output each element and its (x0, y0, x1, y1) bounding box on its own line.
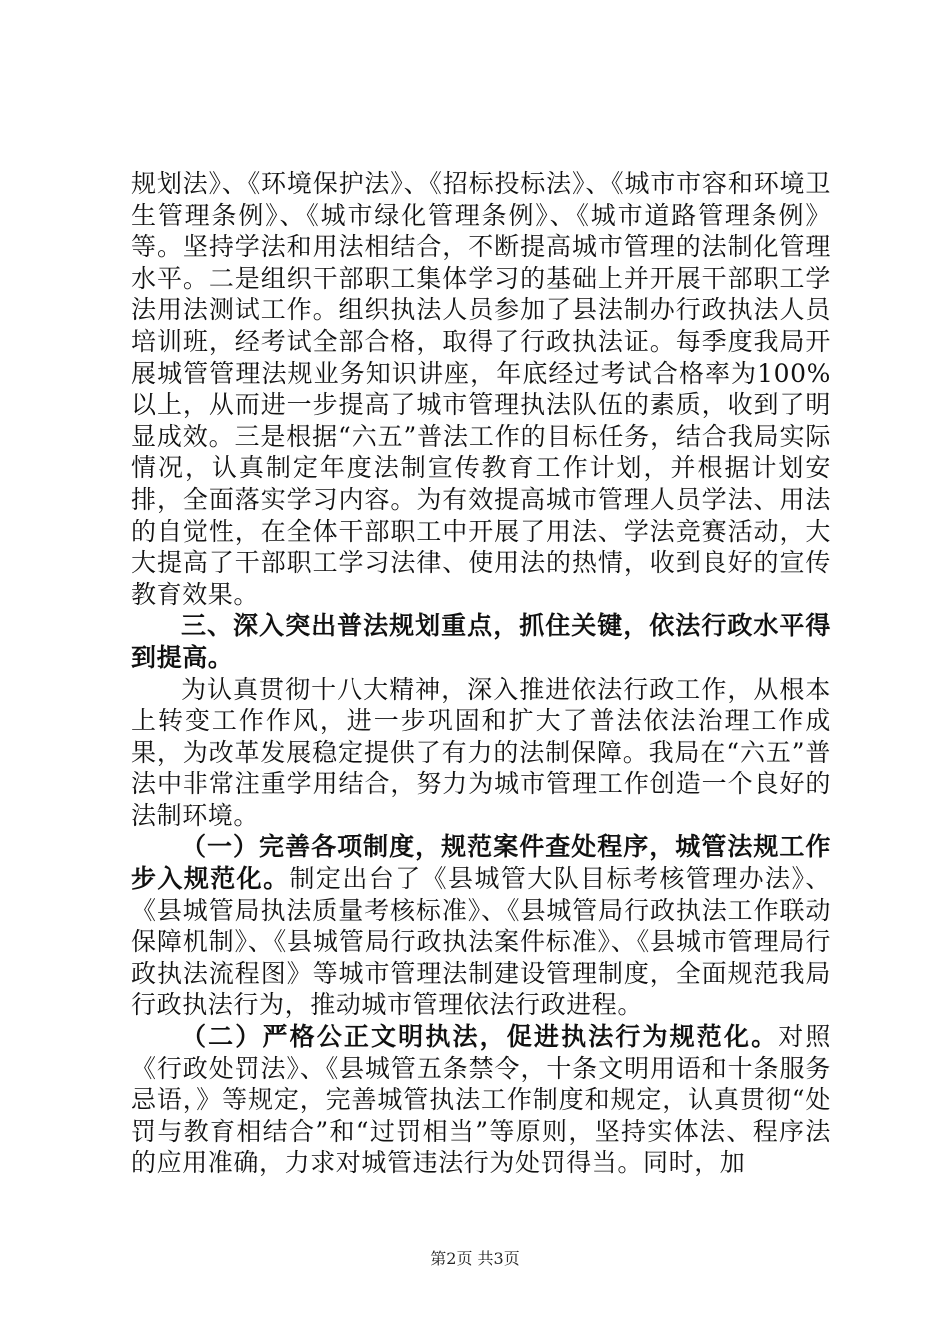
body-paragraph: 为认真贯彻十八大精神，深入推进依法行政工作，从根本上转变工作作风，进一步巩固和扩大了普法依法治理工作成果，为改革发展稳定提供了有力的法制保障。我局在“六五”普法中非常注重学用结合，努力为城市管理工作创造一个良好的法制环境。 (131, 674, 831, 830)
document-body (131, 168, 831, 1179)
section-heading: 三、深入突出普法规划重点，抓住关键，依法行政水平得到提高。 (131, 611, 831, 672)
subsection-lead: （二）严格公正文明执法，促进执法行为规范化。 (181, 1022, 779, 1052)
subsection-body: 制定出台了《县城管大队目标考核管理办法》、《县城管局执法质量考核标准》、《县城管局行政执法工作联动保障机制》、《县城管局行政执法案件标准》、《县城市管理局行政执法流程图》等城市管理法制建设管理制度，全面规范我局行政执法行为，推动城市管理依法行政进程。 (131, 864, 831, 1020)
body-paragraph: 规划法》、《环境保护法》、《招标投标法》、《城市市容和环境卫生管理条例》、《城市绿化管理条例》、《城市道路管理条例》等。坚持学法和用法相结合，不断提高城市管理的法制化管理水平。二是组织干部职工集体学习的基础上并开展干部职工学法用法测试工作。组织执法人员参加了县法制办行政执法人员培训班，经考试全部合格，取得了行政执法证。每季度我局开展城管管理法规业务知识讲座，年底经过考试合格率为100%以上，从而进一步提高了城市管理执法队伍的素质，收到了明显成效。三是根据“六五”普法工作的目标任务，结合我局实际情况，认真制定年度法制宣传教育工作计划，并根据计划安排，全面落实学习内容。为有效提高城市管理人员学法、用法的自觉性，在全体干部职工中开展了用法、学法竞赛活动，大大提高了干部职工学习法律、使用法的热情，收到良好的宣传教育效果。 (131, 169, 831, 609)
body-paragraph (131, 831, 831, 1021)
page-number-footer: 第2页 共3页 (430, 1249, 520, 1268)
subsection-lead: （一）完善各项制度，规范案件查处程序，城管法规工作步入规范化。 (131, 832, 831, 894)
subsection-body: 对照《行政处罚法》、《县城管五条禁令，十条文明用语和十条服务忌语，》等规定，完善城管执法工作制度和规定，认真贯彻“处罚与教育相结合”和“过罚相当”等原则，坚持实体法、程序法的应用准确，力求对城管违法行为处罚得当。同时，加 (131, 1022, 831, 1178)
body-paragraph (131, 1021, 831, 1179)
